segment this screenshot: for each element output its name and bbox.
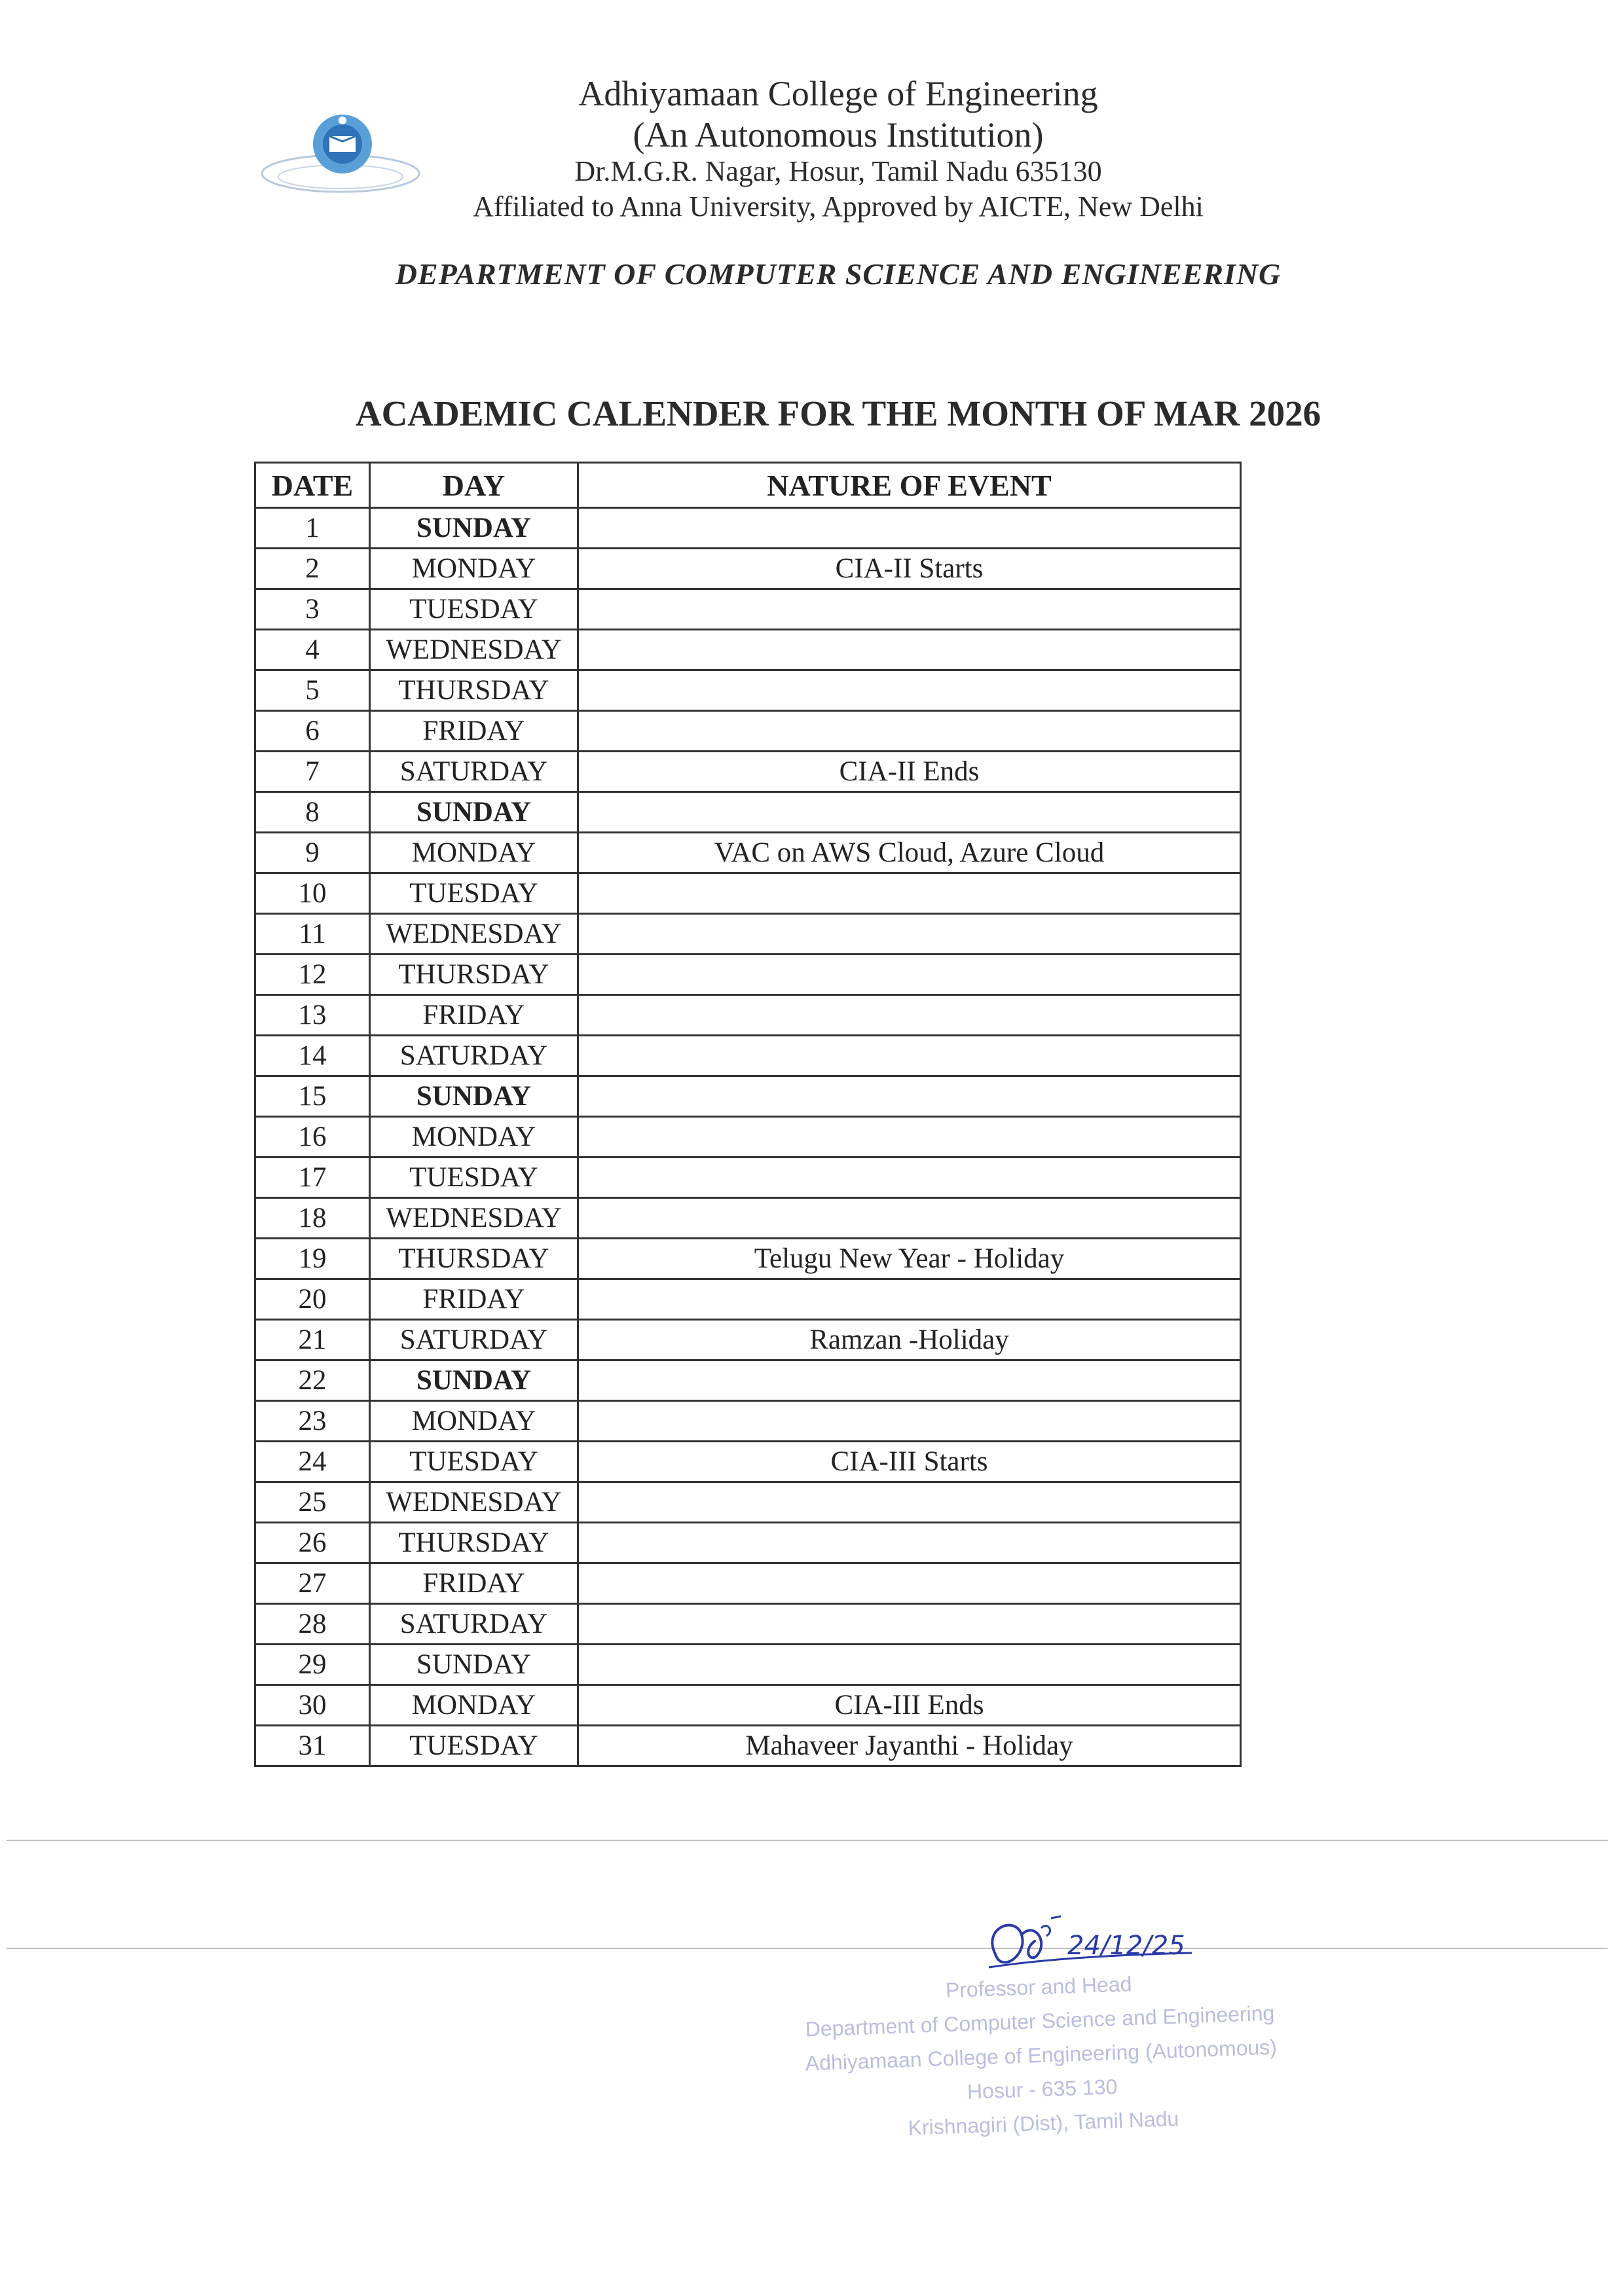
affiliation: Affiliated to Anna University, Approved by AICTE, New Delhi	[473, 191, 1204, 223]
day-cell: FRIDAY	[370, 995, 578, 1036]
college-address: Dr.M.G.R. Nagar, Hosur, Tamil Nadu 635130	[574, 155, 1102, 187]
event-cell	[578, 1563, 1241, 1604]
date-cell: 11	[255, 914, 370, 955]
table-row	[255, 1360, 1241, 1401]
day-cell: SATURDAY	[370, 1604, 578, 1645]
date-cell: 9	[255, 833, 370, 873]
day-cell: SATURDAY	[370, 1320, 578, 1360]
table-row	[255, 833, 1241, 873]
day-cell: FRIDAY	[370, 711, 578, 752]
event-cell	[578, 1645, 1241, 1685]
table-header-row	[255, 463, 1241, 508]
event-cell	[578, 1401, 1241, 1442]
date-cell: 13	[255, 995, 370, 1036]
calendar-title: ACADEMIC CALENDER FOR THE MONTH OF MAR 2026	[355, 393, 1321, 433]
department-name: DEPARTMENT OF COMPUTER SCIENCE AND ENGINEERING	[395, 257, 1282, 291]
table-row	[255, 1076, 1241, 1117]
table-row	[255, 508, 1241, 549]
day-cell: WEDNESDAY	[370, 1198, 578, 1239]
date-cell: 7	[255, 752, 370, 792]
table-row	[255, 1685, 1241, 1726]
divider	[7, 1948, 1608, 1949]
table-row	[255, 1401, 1241, 1442]
event-cell	[578, 711, 1241, 752]
table-row	[255, 1239, 1241, 1279]
event-cell	[578, 1604, 1241, 1645]
date-cell: 25	[255, 1482, 370, 1523]
date-cell: 28	[255, 1604, 370, 1645]
stamp-line: Krishnagiri (Dist), Tamil Nadu	[908, 2106, 1179, 2140]
column-header-day: DAY	[370, 463, 578, 508]
date-cell: 16	[255, 1117, 370, 1157]
event-cell	[578, 1117, 1241, 1157]
stamp-line: Adhiyamaan College of Engineering (Autonomous)	[805, 2035, 1278, 2075]
stamp-line: Department of Computer Science and Engineering	[805, 2001, 1275, 2041]
table-row	[255, 955, 1241, 995]
table-row	[255, 1198, 1241, 1239]
event-cell: Telugu New Year - Holiday	[578, 1239, 1241, 1279]
event-cell: Mahaveer Jayanthi - Holiday	[578, 1726, 1241, 1766]
day-cell: MONDAY	[370, 833, 578, 873]
autonomous-label: (An Autonomous Institution)	[633, 115, 1044, 155]
day-cell: THURSDAY	[370, 1239, 578, 1279]
signature-date: 24/12/25	[1067, 1931, 1185, 1961]
event-cell	[578, 1076, 1241, 1117]
column-header-event: NATURE OF EVENT	[578, 463, 1241, 508]
date-cell: 29	[255, 1645, 370, 1685]
event-cell	[578, 995, 1241, 1036]
stamp-line: Professor and Head	[945, 1972, 1133, 2003]
date-cell: 4	[255, 630, 370, 670]
table-row	[255, 914, 1241, 955]
day-cell: SUNDAY	[370, 1076, 578, 1117]
table-row	[255, 1563, 1241, 1604]
table-row	[255, 873, 1241, 914]
date-cell: 14	[255, 1036, 370, 1076]
event-cell	[578, 1360, 1241, 1401]
table-row	[255, 589, 1241, 630]
day-cell: FRIDAY	[370, 1563, 578, 1604]
day-cell: TUESDAY	[370, 1157, 578, 1198]
table-row	[255, 711, 1241, 752]
event-cell	[578, 914, 1241, 955]
date-cell: 6	[255, 711, 370, 752]
table-row	[255, 670, 1241, 711]
event-cell: CIA-III Starts	[578, 1442, 1241, 1482]
event-cell	[578, 1523, 1241, 1563]
event-cell	[578, 670, 1241, 711]
table-row	[255, 1442, 1241, 1482]
date-cell: 18	[255, 1198, 370, 1239]
day-cell: SUNDAY	[370, 1645, 578, 1685]
day-cell: TUESDAY	[370, 1726, 578, 1766]
event-cell: Ramzan -Holiday	[578, 1320, 1241, 1360]
day-cell: TUESDAY	[370, 873, 578, 914]
event-cell	[578, 1198, 1241, 1239]
day-cell: WEDNESDAY	[370, 914, 578, 955]
event-cell	[578, 1036, 1241, 1076]
day-cell: MONDAY	[370, 1685, 578, 1726]
day-cell: THURSDAY	[370, 670, 578, 711]
table-row	[255, 995, 1241, 1036]
table-row	[255, 792, 1241, 833]
day-cell: THURSDAY	[370, 955, 578, 995]
event-cell	[578, 1482, 1241, 1523]
date-cell: 2	[255, 549, 370, 589]
event-cell	[578, 955, 1241, 995]
event-cell	[578, 1279, 1241, 1320]
stamp-line: Hosur - 635 130	[967, 2074, 1118, 2104]
table-row	[255, 1157, 1241, 1198]
date-cell: 27	[255, 1563, 370, 1604]
event-cell	[578, 508, 1241, 549]
day-cell: SATURDAY	[370, 752, 578, 792]
date-cell: 22	[255, 1360, 370, 1401]
day-cell: WEDNESDAY	[370, 630, 578, 670]
date-cell: 30	[255, 1685, 370, 1726]
date-cell: 5	[255, 670, 370, 711]
day-cell: FRIDAY	[370, 1279, 578, 1320]
calendar-table	[254, 462, 1242, 1767]
date-cell: 1	[255, 508, 370, 549]
day-cell: TUESDAY	[370, 1442, 578, 1482]
day-cell: SUNDAY	[370, 792, 578, 833]
day-cell: SUNDAY	[370, 1360, 578, 1401]
table-row	[255, 549, 1241, 589]
date-cell: 20	[255, 1279, 370, 1320]
event-cell: CIA-III Ends	[578, 1685, 1241, 1726]
table-row	[255, 1604, 1241, 1645]
date-cell: 31	[255, 1726, 370, 1766]
table-row	[255, 1036, 1241, 1076]
table-row	[255, 1482, 1241, 1523]
table-row	[255, 1117, 1241, 1157]
table-row	[255, 1645, 1241, 1685]
day-cell: TUESDAY	[370, 589, 578, 630]
event-cell	[578, 792, 1241, 833]
event-cell	[578, 630, 1241, 670]
day-cell: WEDNESDAY	[370, 1482, 578, 1523]
event-cell: CIA-II Starts	[578, 549, 1241, 589]
event-cell	[578, 1157, 1241, 1198]
stamp-image	[740, 1971, 1342, 2147]
date-cell: 3	[255, 589, 370, 630]
date-cell: 12	[255, 955, 370, 995]
event-cell	[578, 873, 1241, 914]
date-cell: 17	[255, 1157, 370, 1198]
event-cell: VAC on AWS Cloud, Azure Cloud	[578, 833, 1241, 873]
table-row	[255, 1523, 1241, 1563]
date-cell: 23	[255, 1401, 370, 1442]
day-cell: MONDAY	[370, 1401, 578, 1442]
table-row	[255, 1320, 1241, 1360]
event-cell	[578, 589, 1241, 630]
day-cell: MONDAY	[370, 549, 578, 589]
table-row	[255, 1279, 1241, 1320]
column-header-date: DATE	[255, 463, 370, 508]
date-cell: 15	[255, 1076, 370, 1117]
calendar-body	[255, 508, 1241, 1766]
day-cell: THURSDAY	[370, 1523, 578, 1563]
date-cell: 19	[255, 1239, 370, 1279]
day-cell: SATURDAY	[370, 1036, 578, 1076]
date-cell: 24	[255, 1442, 370, 1482]
date-cell: 10	[255, 873, 370, 914]
day-cell: MONDAY	[370, 1117, 578, 1157]
date-cell: 21	[255, 1320, 370, 1360]
day-cell: SUNDAY	[370, 508, 578, 549]
date-cell: 26	[255, 1523, 370, 1563]
department-stamp	[740, 1971, 1342, 2147]
college-name: Adhiyamaan College of Engineering	[578, 74, 1098, 113]
table-row	[255, 752, 1241, 792]
table-row	[255, 1726, 1241, 1766]
divider	[7, 1840, 1608, 1841]
table-row	[255, 630, 1241, 670]
event-cell: CIA-II Ends	[578, 752, 1241, 792]
date-cell: 8	[255, 792, 370, 833]
